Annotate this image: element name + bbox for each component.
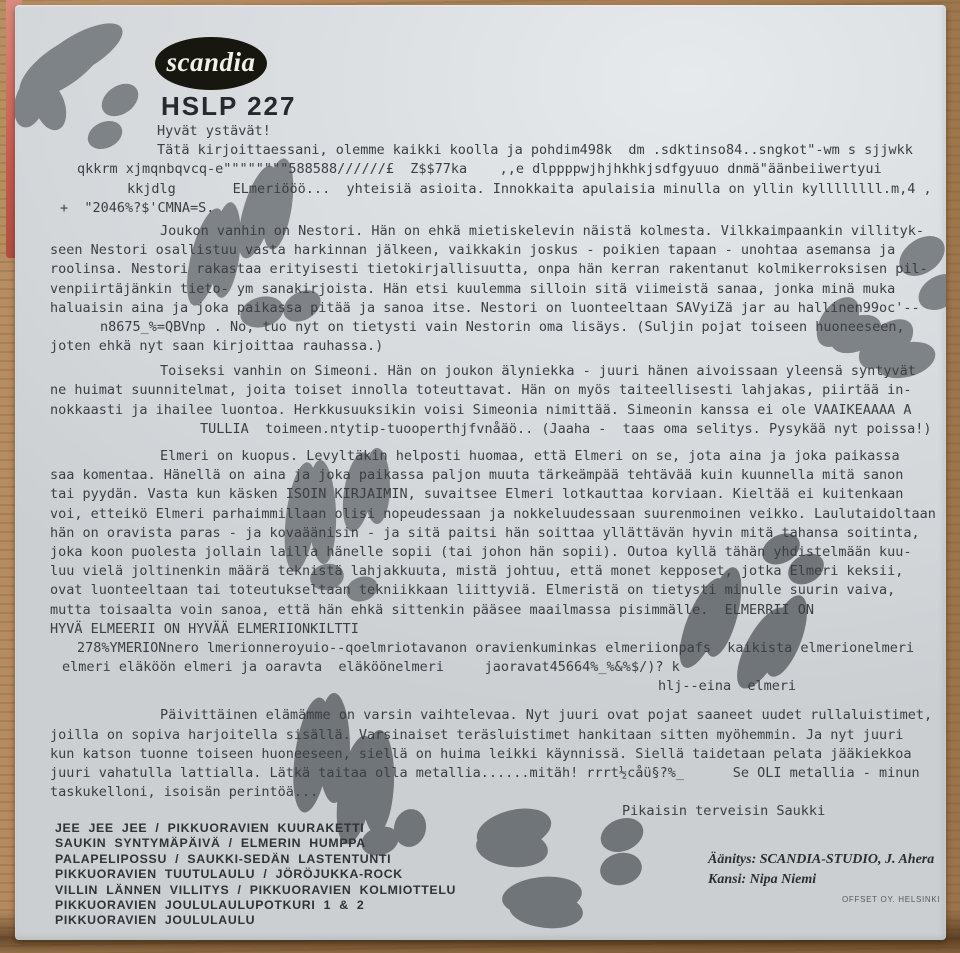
tracklist-line: JEE JEE JEE / PIKKUORAVIEN KUURAKETTI: [55, 821, 365, 835]
letter-line: roolinsa. Nestori rakastaa erityisesti tietokirjallisuutta, onpa hän kerran rakentanut kolmikerroksisen pil-: [50, 261, 928, 278]
letter-line: seen Nestori osallistuu vasta harkinnan jälkeen, vaikkakin joskus - poikien tapaan - unohtaa asemansa ja: [50, 242, 896, 259]
tracklist-line: PIKKUORAVIEN TUUTULAULU / JÖRÖJUKKA-ROCK: [55, 867, 403, 882]
letter-line: venpiirtäjänkin tieto- ym sanakirjoista. Hän etsi kuulemma silloin sitä viimeistä sanaa, jonka minä muka: [50, 280, 896, 297]
letter-line: joilla on sopiva harjoitella sisällä. Varsinaiset teräsluistimet hankitaan sitten myöhemmin. Ja nyt juuri: [50, 726, 904, 743]
letter-line: HYVÄ ELMEERII ON HYVÄÄ ELMERIIONKILTTI: [50, 620, 359, 637]
letter-line: juuri vahatulla lattialla. Lätkä taitaa olla metallia......mitäh! rrrt½cåü§?%_ Se OLI metallia - minun: [50, 765, 920, 781]
credit-recording: Äänitys: SCANDIA-STUDIO, J. Ahera: [708, 852, 935, 867]
letter-line: hän on oravista paras - ja kovaäänisin - ja sitä paitsi hän soittaa yllättävän hyvin mitä tahansa soitinta,: [50, 524, 920, 541]
album-back-cover: [15, 5, 946, 940]
letter-line: saa komentaa. Hänellä on aina ja joka paikassa paljon muuta tärkeämpää tehtävää kuin kuunnella mitä sanon: [50, 467, 904, 484]
letter-line: joten ehkä nyt saan kirjoittaa rauhassa.): [50, 338, 384, 355]
letter-line: voi, etteikö Elmeri parhaimmillaan olisi nopeudessaan ja nokkeluudessaan suurenmoinen veikko. Laulutaidoltaan: [50, 505, 936, 522]
tracklist-line: VILLIN LÄNNEN VILLITYS / PIKKUORAVIEN KOLMIOTTELU: [55, 882, 457, 897]
letter-line: kun katson tuonne toiseen huoneeseen, siellä on huima leikki käynnissä. Siellä taidetaan pelata jääkiekkoa: [50, 745, 912, 762]
scandia-logo: [155, 37, 267, 90]
tracklist-line: PIKKUORAVIEN JOULULAULU: [55, 913, 256, 928]
tracklist-line: PALAPELIPOSSU / SAUKKI-SEDÄN LASTENTUNTI: [55, 851, 392, 866]
credits: [708, 850, 934, 889]
letter-line: Päivittäinen elämämme on varsin vaihtelevaa. Nyt juuri ovat pojat saaneet uudet rullaluistimet,: [160, 707, 933, 724]
letter-line: Joukon vanhin on Nestori. Hän on ehkä mietiskelevin näistä kolmesta. Vilkkaimpaankin villityk-: [160, 222, 925, 239]
letter-line: ovat luonteeltaan tai toteutukseltaan tekniikkaan liittyviä. Elmeristä on tietysti minulle suurin vaiva,: [50, 582, 896, 599]
letter-line: haluaisin aina ja joka paikassa pitää ja sanoa itse. Nestori on luonteeltaan SAVyiZä jar au hallinen99oc'--: [50, 299, 920, 316]
letter-line: ne huimat suunnitelmat, joita toiset innolla toteuttavat. Hän on myös taiteellisesti lahjakas, piirtää in-: [50, 382, 912, 399]
letter-line: TULLIA toimeen.ntytip-tuooperthjfvnåäö.. (Jaaha - taas oma selitys. Pysykää nyt poissa!): [200, 420, 932, 437]
letter-line: taskukelloni, isoisän perintöä...: [50, 784, 319, 801]
letter-line: elmeri eläköön elmeri ja oaravta eläköönelmeri jaoravat45664%_%&%$/)? k: [62, 659, 680, 676]
letter-line: + "2046%?$'CMNA=S.: [60, 199, 215, 216]
tracklist-line: PIKKUORAVIEN JOULULAULUPOTKURI 1 & 2: [55, 898, 365, 913]
tracklist-line: SAUKIN SYNTYMÄPÄIVÄ / ELMERIN HUMPPA: [55, 836, 366, 851]
letter-line: nokkaasti ja ihailee luontoa. Herkkusuuksikin voisi Simeonia nimittää. Simeonin kanssa ei ole VAAIKEAAAA A: [50, 401, 912, 418]
scandia-logo-text: scandia: [166, 47, 256, 77]
letter-line: kkjdlg ELmeriööö... yhteisiä asioita. Innokkaita apulaisia minulla on yllin kyllllllll.m,4 ,: [127, 180, 932, 197]
letter-line: 278%YMERIONnero lmerionneroyuio--qoelmriotavanon oravienkuminkas elmeriionpafs kaikista elmerionelmeri: [77, 639, 915, 656]
catalog-number: HSLP 227: [161, 91, 297, 121]
tracklist: [55, 821, 456, 929]
letter-line: hlj--eina elmeri: [658, 678, 797, 695]
letter-line: Tätä kirjoittaessani, olemme kaikki koolla ja pohdim498k dm .sdktinso84..sngkot"-wm s sjjwkk: [157, 142, 913, 159]
letter-line: mutta toisaalta voin sanoa, että hän ehkä sittenkin pääsee maailmassa pisimmälle. ELMERRII ON: [50, 601, 815, 618]
credit-cover-design: Kansi: Nipa Niemi: [708, 871, 817, 887]
letter-line: luu vielä joltinenkin määrä teknistä lahjakkuuta, mistä johtuu, että monet kepposet, jotka Elmeri keksii,: [50, 563, 904, 580]
letter-line: n8675_%=QBVnp . No, tuo nyt on tietysti vain Nestorin oma lisäys. (Suljin pojat toiseen huoneeseen,: [100, 318, 905, 335]
letter-line: tai pyydän. Vasta kun käsken ISOIN KIRJAIMIN, suvaitsee Elmeri lotkauttaa korviaan. Kieltää ei kuitenkaan: [50, 486, 904, 503]
letter-line: qkkrm xjmqnbqvcq-e""""""""588588//////£ Z$$77ka ,,e dlppppwjhjhkhkjsdfgyuuo dnmä"äänbeiiwertyui: [77, 161, 882, 178]
letter-line: joka koon puolesta jollain lailla hänelle sopii (tai johon hän sopii). Outoa kyllä tähän yhdistelmään kuu-: [50, 543, 912, 560]
letter-line: Elmeri on kuopus. Levyltäkin helposti huomaa, että Elmeri on se, jota aina ja joka paikassa: [160, 448, 900, 464]
letter-line: Hyvät ystävät!: [157, 123, 271, 139]
letter-line: Toiseksi vanhin on Simeoni. Hän on joukon älyniekka - juuri hänen aivoissaan yleensä syntyvät: [160, 363, 916, 380]
letter-text: [50, 122, 936, 822]
printer-credit: OFFSET OY. HELSINKI: [842, 895, 941, 904]
letter-line: Pikaisin terveisin Saukki: [622, 803, 826, 820]
